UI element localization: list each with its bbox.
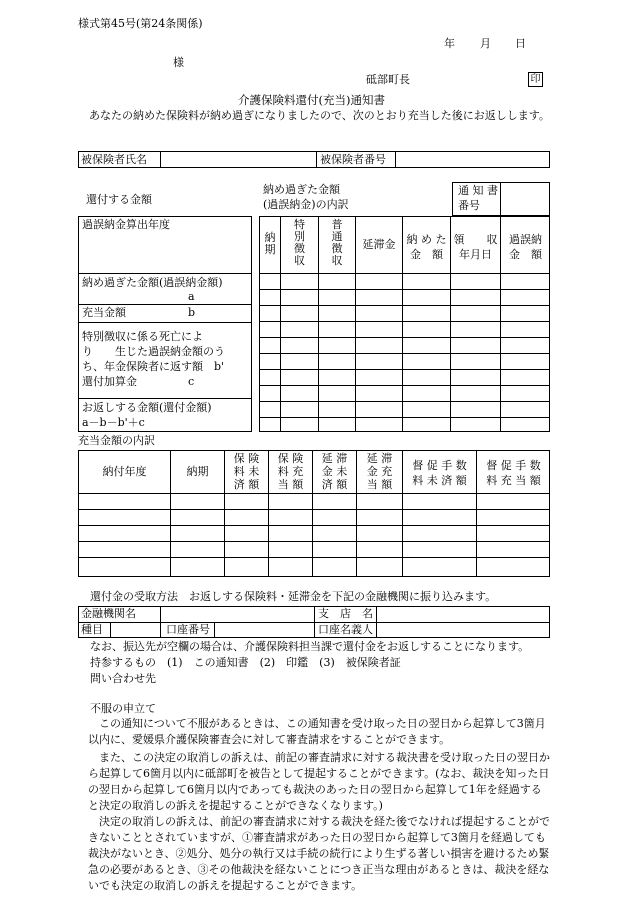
insured-number-field[interactable] <box>398 152 548 167</box>
bank-name-label: 金融機関名 <box>81 607 136 620</box>
document-title: 介護保険料還付(充当)通知書 <box>238 93 385 107</box>
col-late-applied-header: 延 滞 金 充 当 額 <box>366 452 393 491</box>
refund-addition-label: 還付加算金 <box>82 375 137 388</box>
overpaid-amount-label: 納め過ぎた金額(過誤納金額) <box>82 276 223 289</box>
contact-label: 問い合わせ先 <box>90 672 156 685</box>
formula-label: a－b－b'＋c <box>82 416 145 429</box>
notice-number-field[interactable] <box>502 184 548 214</box>
mark-c: c <box>188 375 195 388</box>
special-collection-line-1: 特別徴収に係る死亡によ <box>82 330 203 343</box>
account-number-label: 口座番号 <box>166 623 210 636</box>
blank-transfer-note: なお、振込先が空欄の場合は、介護保険料担当課で還付金をお返しすることになります。 <box>90 640 530 653</box>
col-fee-applied-header: 督 促 手 数 料 充 当 額 <box>486 459 541 487</box>
return-amount-label: お返しする金額(還付金額) <box>82 401 212 414</box>
account-type-field[interactable] <box>112 623 160 637</box>
account-number-field[interactable] <box>216 623 312 637</box>
fiscal-year-label: 過誤納金算出年度 <box>82 218 170 231</box>
issuer-name: 砥部町長 <box>366 73 410 86</box>
col-due-period-header: 納期 <box>186 465 209 478</box>
notice-number-label-2: 番号 <box>458 199 480 212</box>
overpaid-breakdown-heading-1: 納め過ぎた金額 <box>263 183 340 196</box>
col-late-header: 延滞金 <box>362 238 396 251</box>
notice-number-label-1: 通 知 書 <box>458 184 498 197</box>
addressee-suffix: 様 <box>173 56 184 69</box>
appeal-paragraph-1: この通知について不服があるときは、この通知書を受け取った日の翌日から起算して3箇月以内に、愛媛県介護保険審査会に対して審査請求をすることができます。 <box>88 717 546 746</box>
account-holder-label: 口座名義人 <box>318 623 373 636</box>
branch-name-field[interactable] <box>378 607 548 621</box>
appeal-paragraph-3: 決定の取消しの訴えは、前記の審査請求に対する裁決を経た後でなければ提起することができないこととされていますが、①審査請求があった日の翌日から起算して3箇月を経過しても裁決がないとき、②処分、処分の執行又は手続の続行により生ずる著しい損害を避けるため緊急の必要があるとき、③その他裁決を経ないことにつき正当な理由があるときは、裁決を経ないでも決定の取消しの訴えを提起することができます。 <box>88 815 550 892</box>
intro-text: あなたの納めた保険料が納め過ぎになりましたので、次のとおり充当した後にお返しします。 <box>89 109 550 122</box>
insured-name-label: 被保険者氏名 <box>81 153 147 166</box>
col-receipt-header: 領 収 年月日 <box>453 233 498 261</box>
refund-amount-heading: 還付する金額 <box>86 193 152 206</box>
seal-mark: 印 <box>528 72 543 87</box>
insured-name-field[interactable] <box>163 152 313 167</box>
applied-breakdown-heading: 充当金額の内訳 <box>78 434 155 447</box>
appeal-paragraph-2: また、この決定の取消しの訴えは、前記の審査請求に対する裁決書を受け取った日の翌日から起算して6箇月以内に砥部町を被告として提起することができます。(なお、裁決を知った日の翌日から起算して6箇月以内であっても裁決のあった日の翌日から起算して1年を経過すると決定の取消しの訴えを提起することができなくなります。) <box>88 751 550 812</box>
col-normal-header: 普 通 徴 収 <box>331 218 343 267</box>
date-day-label: 日 <box>515 37 526 50</box>
applied-amount-label: 充当金額 <box>82 306 126 319</box>
date-month-label: 月 <box>480 37 491 50</box>
branch-name-label: 支 店 名 <box>318 607 373 620</box>
account-holder-field[interactable] <box>378 623 548 637</box>
col-overpaid-header: 過誤納 金 額 <box>509 233 542 261</box>
col-fee-unpaid-header: 督 促 手 数 料 未 済 額 <box>412 459 467 487</box>
col-paid-header: 納 め た 金 額 <box>406 233 447 261</box>
special-collection-line-2: り 生じた過誤納金額のう <box>82 345 225 358</box>
col-late-unpaid-header: 延 滞 金 未 済 額 <box>321 452 348 491</box>
date-year-label: 年 <box>444 37 455 50</box>
special-collection-line-3: ち、年金保険者に返す額 b' <box>82 360 225 373</box>
items-to-bring: 持参するもの (1) この通知書 (2) 印鑑 (3) 被保険者証 <box>90 656 401 669</box>
insured-number-label: 被保険者番号 <box>320 153 386 166</box>
mark-b: b <box>188 306 196 319</box>
mark-a: a <box>188 290 195 303</box>
appeal-heading: 不服の申立て <box>90 702 156 715</box>
form-number: 様式第45号(第24条関係) <box>78 17 203 30</box>
col-payment-year-header: 納付年度 <box>102 465 147 478</box>
col-period-header: 納 期 <box>264 231 276 256</box>
col-special-header: 特 別 徴 収 <box>294 218 305 267</box>
col-ins-unpaid-header: 保 険 料 未 済 額 <box>233 452 260 491</box>
col-ins-applied-header: 保 険 料 充 当 額 <box>277 452 304 491</box>
bank-name-field[interactable] <box>162 607 312 621</box>
overpaid-breakdown-heading-2: (過誤納金)の内訳 <box>263 198 349 211</box>
receipt-method-text: 還付金の受取方法 お返しする保険料・延滞金を下記の金融機関に振り込みます。 <box>90 590 497 603</box>
refund-calc-box <box>78 216 252 432</box>
account-type-label: 種目 <box>81 623 103 636</box>
